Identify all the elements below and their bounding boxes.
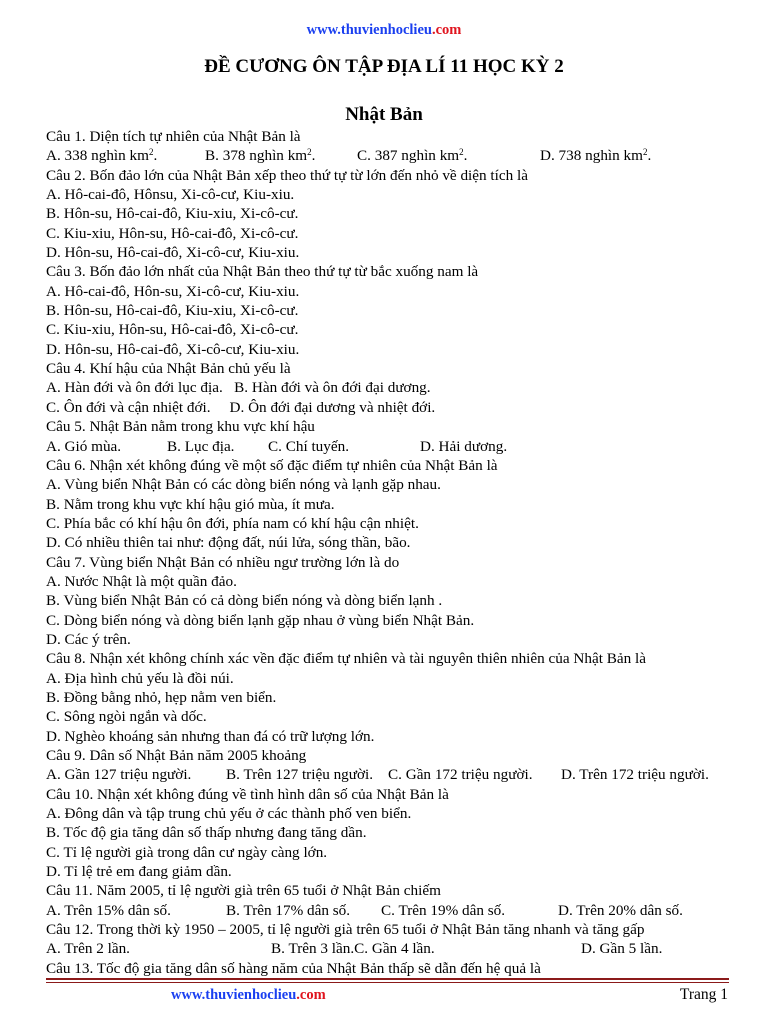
q12-option-a: A. Trên 2 lần. [46, 940, 130, 958]
option-line: A. Hô-cai-đô, Hôn-su, Xi-cô-cư, Kiu-xiu. [46, 282, 300, 300]
option-line: D. Nghèo khoáng sản nhưng than đá có trữ lượng lớn. [46, 727, 375, 745]
header-site-tld: .com [431, 22, 462, 38]
section-heading: Nhật Bản [345, 104, 423, 125]
question-5-options [46, 437, 746, 456]
option-line: A. Hàn đới và ôn đới lục địa. B. Hàn đới và ôn đới đại dương. [46, 379, 431, 397]
option-line: D. Hôn-su, Hô-cai-đô, Xi-cô-cư, Kiu-xiu. [46, 340, 300, 358]
option-line: A. Đông dân và tập trung chủ yếu ở các thành phố ven biển. [46, 805, 412, 823]
q12-option-bc: B. Trên 3 lần.C. Gần 4 lần. [271, 940, 435, 958]
q11-option-a: A. Trên 15% dân số. [46, 901, 171, 919]
option-line: B. Vùng biển Nhật Bản có cả dòng biển nóng và dòng biển lạnh . [46, 592, 443, 610]
option-line: D. Tỉ lệ trẻ em đang giảm dần. [46, 863, 232, 881]
question-line: Câu 3. Bốn đảo lớn nhất của Nhật Bản theo thứ tự từ bắc xuống nam là [46, 263, 479, 281]
question-13: Câu 13. Tốc độ gia tăng dân số hàng năm của Nhật Bản thấp sẽ dẫn đến hệ quả là [46, 959, 541, 977]
question-1-options [46, 146, 746, 165]
q1-option-c: C. 387 nghìn $km^2$. [357, 147, 468, 165]
option-line: D. Hôn-su, Hô-cai-đô, Xi-cô-cư, Kiu-xiu. [46, 244, 300, 262]
q5-option-b: B. Lục địa. [167, 437, 235, 455]
question-line: Câu 4. Khí hậu của Nhật Bản chủ yếu là [46, 360, 291, 378]
q9-option-a: A. Gần 127 triệu người. [46, 766, 192, 784]
q5-option-a: A. Gió mùa. [46, 437, 122, 455]
option-line: C. Ôn đới và cận nhiệt đới. D. Ôn đới đại dương và nhiệt đới. [46, 398, 436, 416]
q11-option-b: B. Trên 17% dân số. [226, 901, 351, 919]
question-line: Câu 8. Nhận xét không chính xác vền đặc điểm tự nhiên và tài nguyên thiên nhiên của Nhật Bản là [46, 650, 646, 668]
footer-site-name: www.thuvienhoclieu [171, 987, 297, 1003]
option-line: B. Hôn-su, Hô-cai-đô, Kiu-xiu, Xi-cô-cư. [46, 302, 299, 320]
option-line: A. Vùng biển Nhật Bản có các dòng biển nóng và lạnh gặp nhau. [46, 476, 441, 494]
question-12: Câu 12. Trong thời kỳ 1950 – 2005, tỉ lệ người già trên 65 tuổi ở Nhật Bản tăng nhanh và tăng gấp [46, 921, 645, 939]
question-1: Câu 1. Diện tích tự nhiên của Nhật Bản là [46, 128, 301, 145]
header-site-link[interactable] [0, 22, 768, 39]
option-line: B. Hôn-su, Hô-cai-đô, Kiu-xiu, Xi-cô-cư. [46, 205, 299, 223]
option-line: D. Các ý trên. [46, 630, 131, 648]
option-line: B. Tốc độ gia tăng dân số thấp nhưng đang tăng dần. [46, 824, 367, 842]
q9-option-b: B. Trên 127 triệu người. [226, 766, 374, 784]
option-line: A. Địa hình chủ yếu là đồi núi. [46, 669, 234, 687]
option-line: B. Đồng bằng nhỏ, hẹp nằm ven biển. [46, 688, 277, 706]
q11-option-c: C. Trên 19% dân số. [381, 901, 506, 919]
document-title: ĐỀ CƯƠNG ÔN TẬP ĐỊA LÍ 11 HỌC KỲ 2 [204, 56, 564, 77]
question-line: Câu 9. Dân số Nhật Bản năm 2005 khoảng [46, 747, 307, 764]
option-line: C. Phía bắc có khí hậu ôn đới, phía nam có khí hậu cận nhiệt. [46, 514, 419, 532]
q1-option-d: D. 738 nghìn $km^2$. [540, 147, 652, 165]
q1-option-b: B. 378 nghìn $km^2$. [205, 147, 316, 165]
q5-option-d: D. Hải dương. [420, 437, 508, 455]
option-line: C. Dòng biển nóng và dòng biển lạnh gặp nhau ở vùng biển Nhật Bản. [46, 611, 475, 629]
footer-site-link[interactable] [171, 987, 326, 1004]
q5-option-c: C. Chí tuyến. [268, 437, 350, 455]
question-line: Câu 11. Năm 2005, tỉ lệ người già trên 65 tuổi ở Nhật Bản chiếm [46, 882, 441, 900]
question-line: Câu 7. Vùng biển Nhật Bản có nhiều ngư trường lớn là do [46, 553, 400, 571]
question-11-options [46, 901, 746, 920]
header-site-name: www.thuvienhoclieu [306, 22, 432, 38]
footer-site-tld: .com [296, 987, 326, 1003]
option-line: D. Có nhiều thiên tai như: động đất, núi lửa, sóng thần, bão. [46, 534, 411, 552]
footer-rule [46, 978, 729, 980]
footer-rule-thin [46, 982, 729, 983]
q1-option-a: A. 338 nghìn $km^2$. [46, 147, 158, 165]
question-line: Câu 2. Bốn đảo lớn của Nhật Bản xếp theo thứ tự từ lớn đến nhỏ về diện tích là [46, 166, 528, 184]
q9-option-d: D. Trên 172 triệu người. [561, 766, 709, 784]
option-line: C. Kiu-xiu, Hôn-su, Hô-cai-đô, Xi-cô-cư. [46, 224, 299, 242]
question-line: Câu 10. Nhận xét không đúng về tình hình dân số của Nhật Bản là [46, 785, 449, 803]
page-number: Trang 1 [679, 986, 728, 1003]
option-line: C. Sông ngòi ngắn và dốc. [46, 708, 207, 726]
question-12-options [46, 939, 746, 958]
option-line: A. Hô-cai-đô, Hônsu, Xi-cô-cư, Kiu-xiu. [46, 186, 295, 204]
option-line: B. Nằm trong khu vực khí hậu gió mùa, ít mưa. [46, 495, 335, 513]
q12-option-d: D. Gần 5 lần. [581, 940, 663, 958]
option-line: C. Tỉ lệ người già trong dân cư ngày càng lớn. [46, 843, 328, 861]
option-line: A. Nước Nhật là một quần đảo. [46, 572, 237, 590]
option-line: C. Kiu-xiu, Hôn-su, Hô-cai-đô, Xi-cô-cư. [46, 321, 299, 339]
question-line: Câu 5. Nhật Bản nằm trong khu vực khí hậu [46, 418, 315, 436]
q9-option-c: C. Gần 172 triệu người. [388, 766, 533, 784]
question-list [46, 127, 746, 978]
question-line: Câu 6. Nhận xét không đúng về một số đặc điểm tự nhiên của Nhật Bản là [46, 456, 498, 474]
question-9-options [46, 765, 746, 784]
q11-option-d: D. Trên 20% dân số. [558, 901, 683, 919]
